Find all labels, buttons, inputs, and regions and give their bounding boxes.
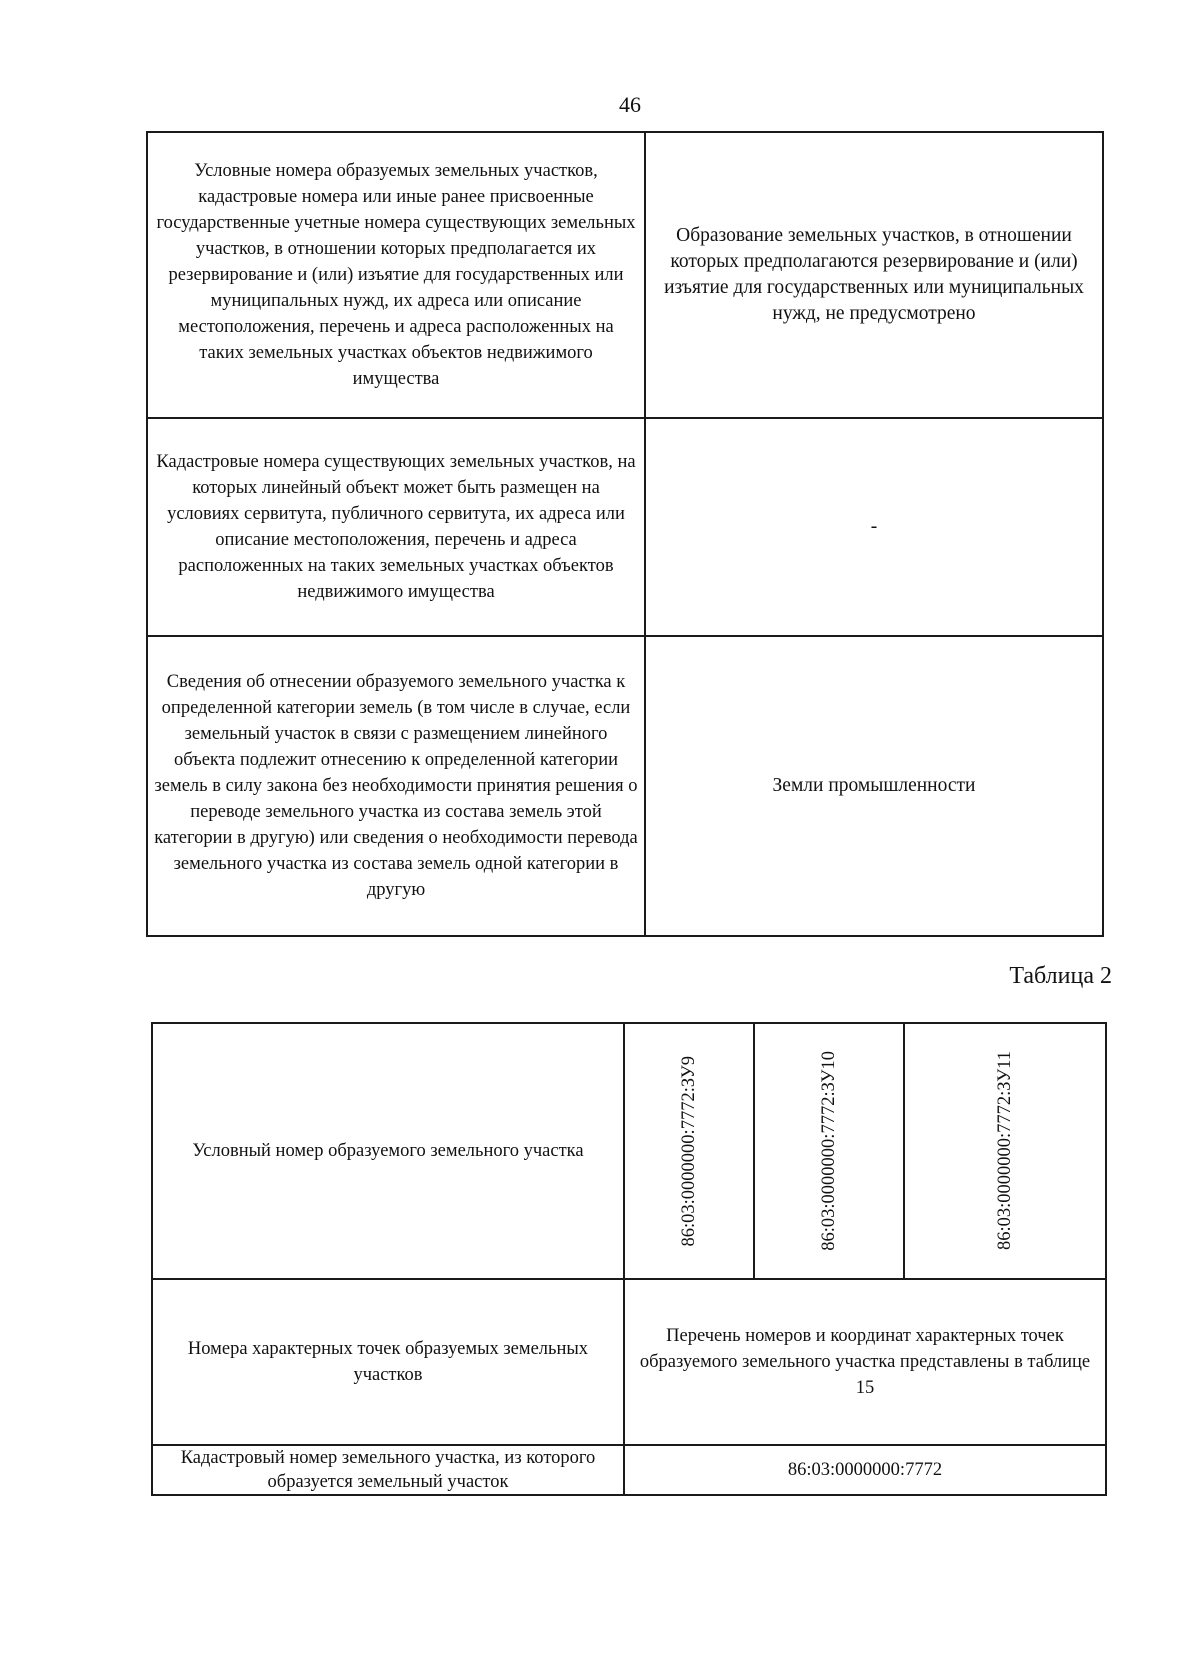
table-row (147, 418, 1103, 636)
table-row (147, 132, 1103, 418)
table-cell-label: Условные номера образуемых земельных участков, кадастровые номера или иные ранее присвоенные государственные учетные номера существующих земельных участков, в отношении которых предполагается их резервирование и (или) изъятие для государственных или муниципальных нужд, их адреса или описание местоположения, перечень и адреса расположенных на таких земельных участках объектов недвижимого имущества (147, 132, 645, 418)
table-cell-label: Кадастровый номер земельного участка, из которого образуется земельный участок (152, 1445, 624, 1495)
table-cell-plot (904, 1023, 1106, 1279)
table-cell-value: - (645, 418, 1103, 636)
table-row (147, 636, 1103, 936)
table-cell-value: Перечень номеров и координат характерных точек образуемого земельного участка представлены в таблице 15 (624, 1279, 1106, 1445)
table-cell-plot (754, 1023, 904, 1279)
plot-table (151, 1022, 1107, 1496)
plot-number: 86:03:0000000:7772:ЗУ9 (679, 1055, 699, 1247)
table-cell-label: Условный номер образуемого земельного участка (152, 1023, 624, 1279)
plot-number: 86:03:0000000:7772:ЗУ10 (819, 1051, 839, 1251)
table-cell-label: Кадастровые номера существующих земельных участков, на которых линейный объект может быть размещен на условиях сервитута, публичного сервитута, их адреса или описание местоположения, перечень и адреса расположенных на таких земельных участках объектов недвижимого имущества (147, 418, 645, 636)
table-cell-value: 86:03:0000000:7772 (624, 1445, 1106, 1495)
page-number: 46 (619, 92, 641, 117)
land-info-table (146, 131, 1104, 937)
table-row (152, 1023, 1106, 1279)
plot-number: 86:03:0000000:7772:ЗУ11 (995, 1051, 1015, 1251)
table-cell-value: Образование земельных участков, в отношении которых предполагаются резервирование и (или) изъятие для государственных или муниципальных нужд, не предусмотрено (645, 132, 1103, 418)
table-cell-value: Земли промышленности (645, 636, 1103, 936)
table-cell-label: Номера характерных точек образуемых земельных участков (152, 1279, 624, 1445)
table-cell-plot (624, 1023, 754, 1279)
table-row (152, 1279, 1106, 1445)
table-caption: Таблица 2 (1009, 963, 1112, 989)
table-cell-label: Сведения об отнесении образуемого земельного участка к определенной категории земель (в том числе в случае, если земельный участок в связи с размещением линейного объекта подлежит отнесению к определенной категории земель в силу закона без необходимости принятия решения о переводе земельного участка из состава земель этой категории в другую) или сведения о необходимости перевода земельного участка из состава земель одной категории в другую (147, 636, 645, 936)
table-row (152, 1445, 1106, 1495)
